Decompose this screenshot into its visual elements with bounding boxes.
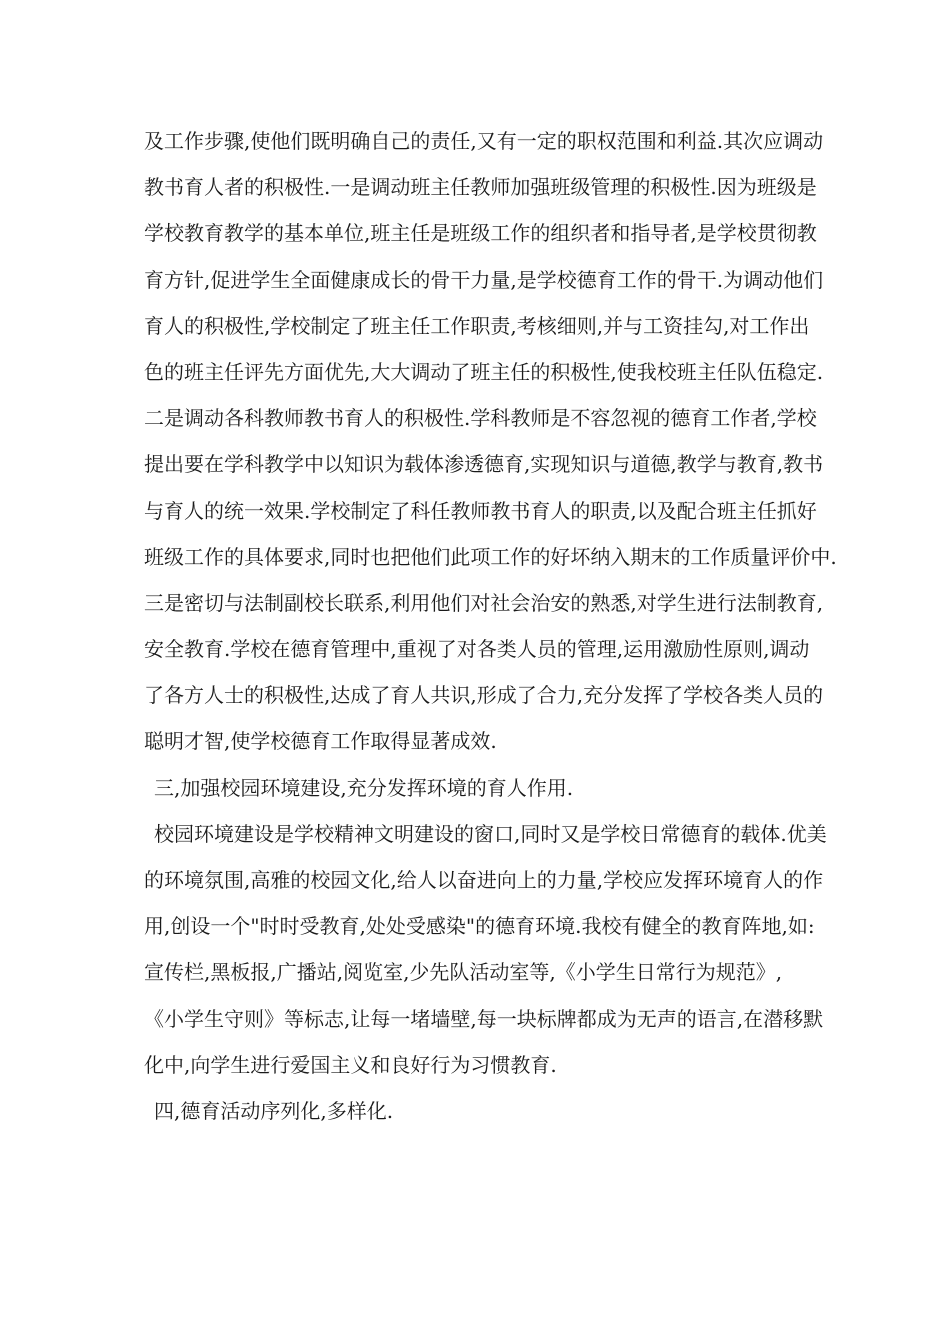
text-line: 与育人的统一效果.学校制定了科任教师教书育人的职责,以及配合班主任抓好 [144, 498, 817, 523]
text-line: 三,加强校园环境建设,充分发挥环境的育人作用. [154, 775, 574, 800]
text-line: 教书育人者的积极性.一是调动班主任教师加强班级管理的积极性.因为班级是 [144, 175, 817, 200]
text-line: 校园环境建设是学校精神文明建设的窗口,同时又是学校日常德育的载体.优美 [154, 821, 827, 846]
text-line: 了各方人士的积极性,达成了育人共识,形成了合力,充分发挥了学校各类人员的 [144, 683, 824, 708]
text-line: 育人的积极性,学校制定了班主任工作职责,考核细则,并与工资挂勾,对工作出 [144, 313, 810, 338]
text-line: 化中,向学生进行爱国主义和良好行为习惯教育. [144, 1052, 557, 1077]
text-line: 色的班主任评先方面优先,大大调动了班主任的积极性,使我校班主任队伍稳定. [144, 359, 824, 384]
text-line: 及工作步骤,使他们既明确自己的责任,又有一定的职权范围和利益.其次应调动 [144, 129, 824, 153]
text-line: 用,创设一个"时时受教育,处处受感染"的德育环境.我校有健全的教育阵地,如: [144, 914, 815, 939]
text-line: 三是密切与法制副校长联系,利用他们对社会治安的熟悉,对学生进行法制教育, [144, 590, 824, 615]
text-line: 《小学生守则》等标志,让每一堵墙壁,每一块标牌都成为无声的语言,在潜移默 [144, 1006, 824, 1031]
text-line: 育方针,促进学生全面健康成长的骨干力量,是学校德育工作的骨干.为调动他们 [144, 267, 824, 292]
text-line: 二是调动各科教师教书育人的积极性.学科教师是不容忽视的德育工作者,学校 [144, 406, 817, 431]
text-line: 学校教育教学的基本单位,班主任是班级工作的组织者和指导者,是学校贯彻教 [144, 221, 817, 246]
text-line: 宣传栏,黑板报,广播站,阅览室,少先队活动室等,《小学生日常行为规范》, [144, 960, 783, 985]
text-line: 的环境氛围,高雅的校园文化,给人以奋进向上的力量,学校应发挥环境育人的作 [144, 868, 824, 892]
text-line: 班级工作的具体要求,同时也把他们此项工作的好坏纳入期末的工作质量评价中. [144, 544, 837, 569]
text-line: 安全教育.学校在德育管理中,重视了对各类人员的管理,运用激励性原则,调动 [144, 637, 810, 662]
document-body [144, 118, 837, 1134]
text-line: 提出要在学科教学中以知识为载体渗透德育,实现知识与道德,教学与教育,教书 [144, 452, 824, 477]
text-line: 聪明才智,使学校德育工作取得显著成效. [144, 729, 497, 754]
text-line: 四,德育活动序列化,多样化. [154, 1098, 394, 1123]
